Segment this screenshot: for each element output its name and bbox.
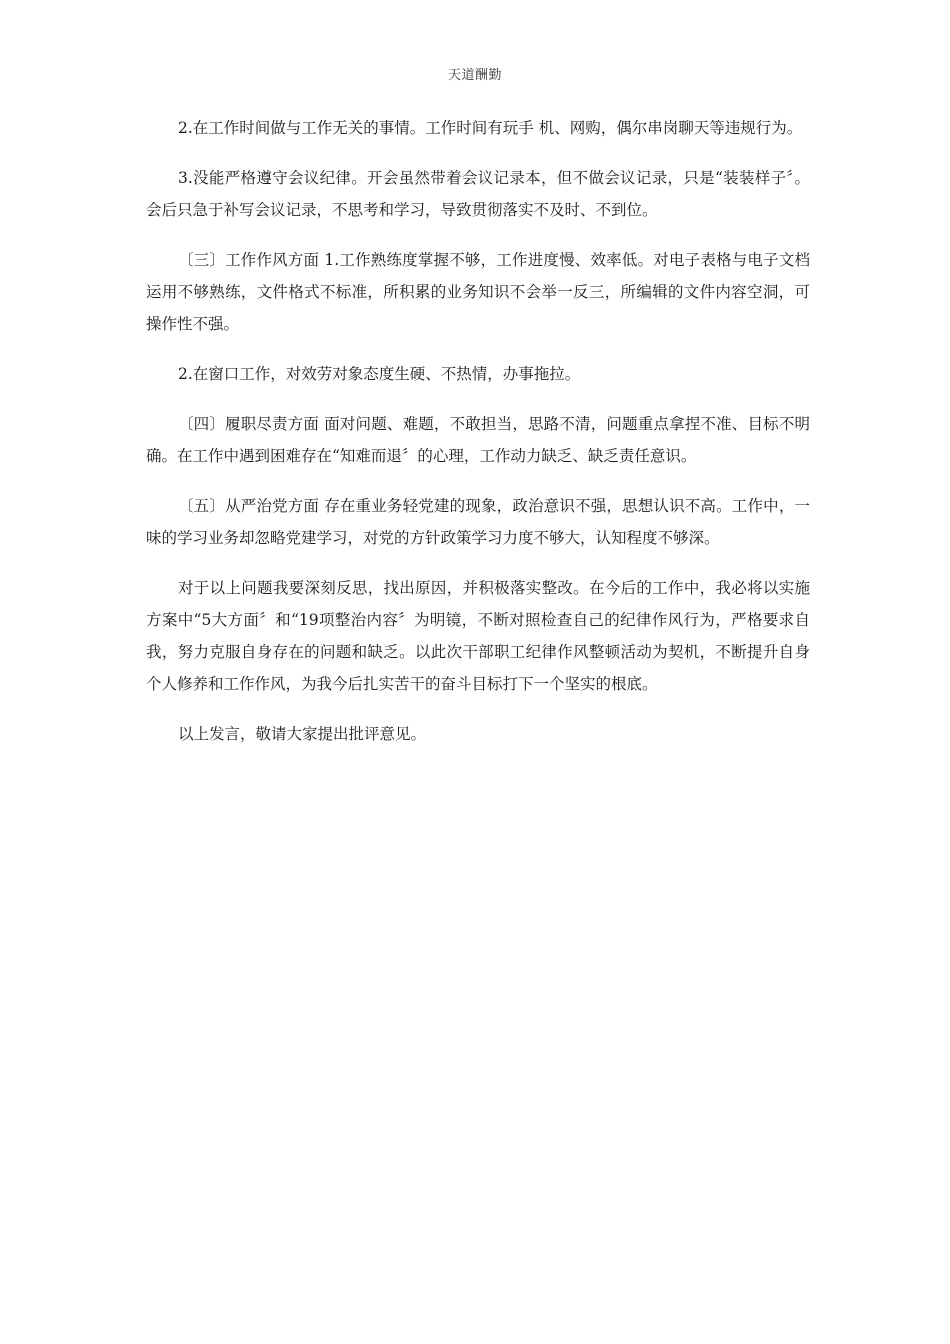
page-header: 天道酬勤 <box>447 68 502 83</box>
paragraph-closing: 以上发言，敬请大家提出批评意见。 <box>178 725 427 743</box>
paragraph-party-discipline: 〔五〕从严治党方面 存在重业务轻党建的现象，政治意识不强，思想认识不高。工作中，一味的学习业务却忽略党建学习，对党的方针政策学习力度不够大，认知程度不够深。 <box>146 497 810 547</box>
paragraph-item-2: 2.在工作时间做与工作无关的事情。工作时间有玩手 机、网购，偶尔串岗聊天等违规行为。 <box>178 119 803 137</box>
paragraph-duty: 〔四〕履职尽责方面 面对问题、难题，不敢担当，思路不清，问题重点拿捏不准、目标不明确。在工作中遇到困难存在“知难而退〞的心理，工作动力缺乏、缺乏责任意识。 <box>146 415 810 465</box>
paragraph-work-style: 〔三〕工作作风方面 1.工作熟练度掌握不够，工作进度慢、效率低。对电子表格与电子文档运用不够熟练，文件格式不标准，所积累的业务知识不会举一反三，所编辑的文件内容空洞，可操作性不强。 <box>146 251 810 333</box>
paragraph-window-work: 2.在窗口工作，对效劳对象态度生硬、不热情，办事拖拉。 <box>178 365 581 383</box>
paragraph-item-3: 3.没能严格遵守会议纪律。开会虽然带着会议记录本，但不做会议记录，只是“装装样子〞。会后只急于补写会议记录，不思考和学习，导致贯彻落实不及时、不到位。 <box>146 169 810 219</box>
paragraph-reflection: 对于以上问题我要深刻反思，找出原因，并积极落实整改。在今后的工作中，我必将以实施方案中“5大方面〞和“19项整治内容〞为明镜，不断对照检查自己的纪律作风行为，严格要求自我，努力克服自身存在的问题和缺乏。以此次干部职工纪律作风整顿活动为契机，不断提升自身个人修养和工作作风，为我今后扎实苦干的奋斗目标打下一个坚实的根底。 <box>146 579 810 693</box>
document-body <box>146 112 810 768</box>
